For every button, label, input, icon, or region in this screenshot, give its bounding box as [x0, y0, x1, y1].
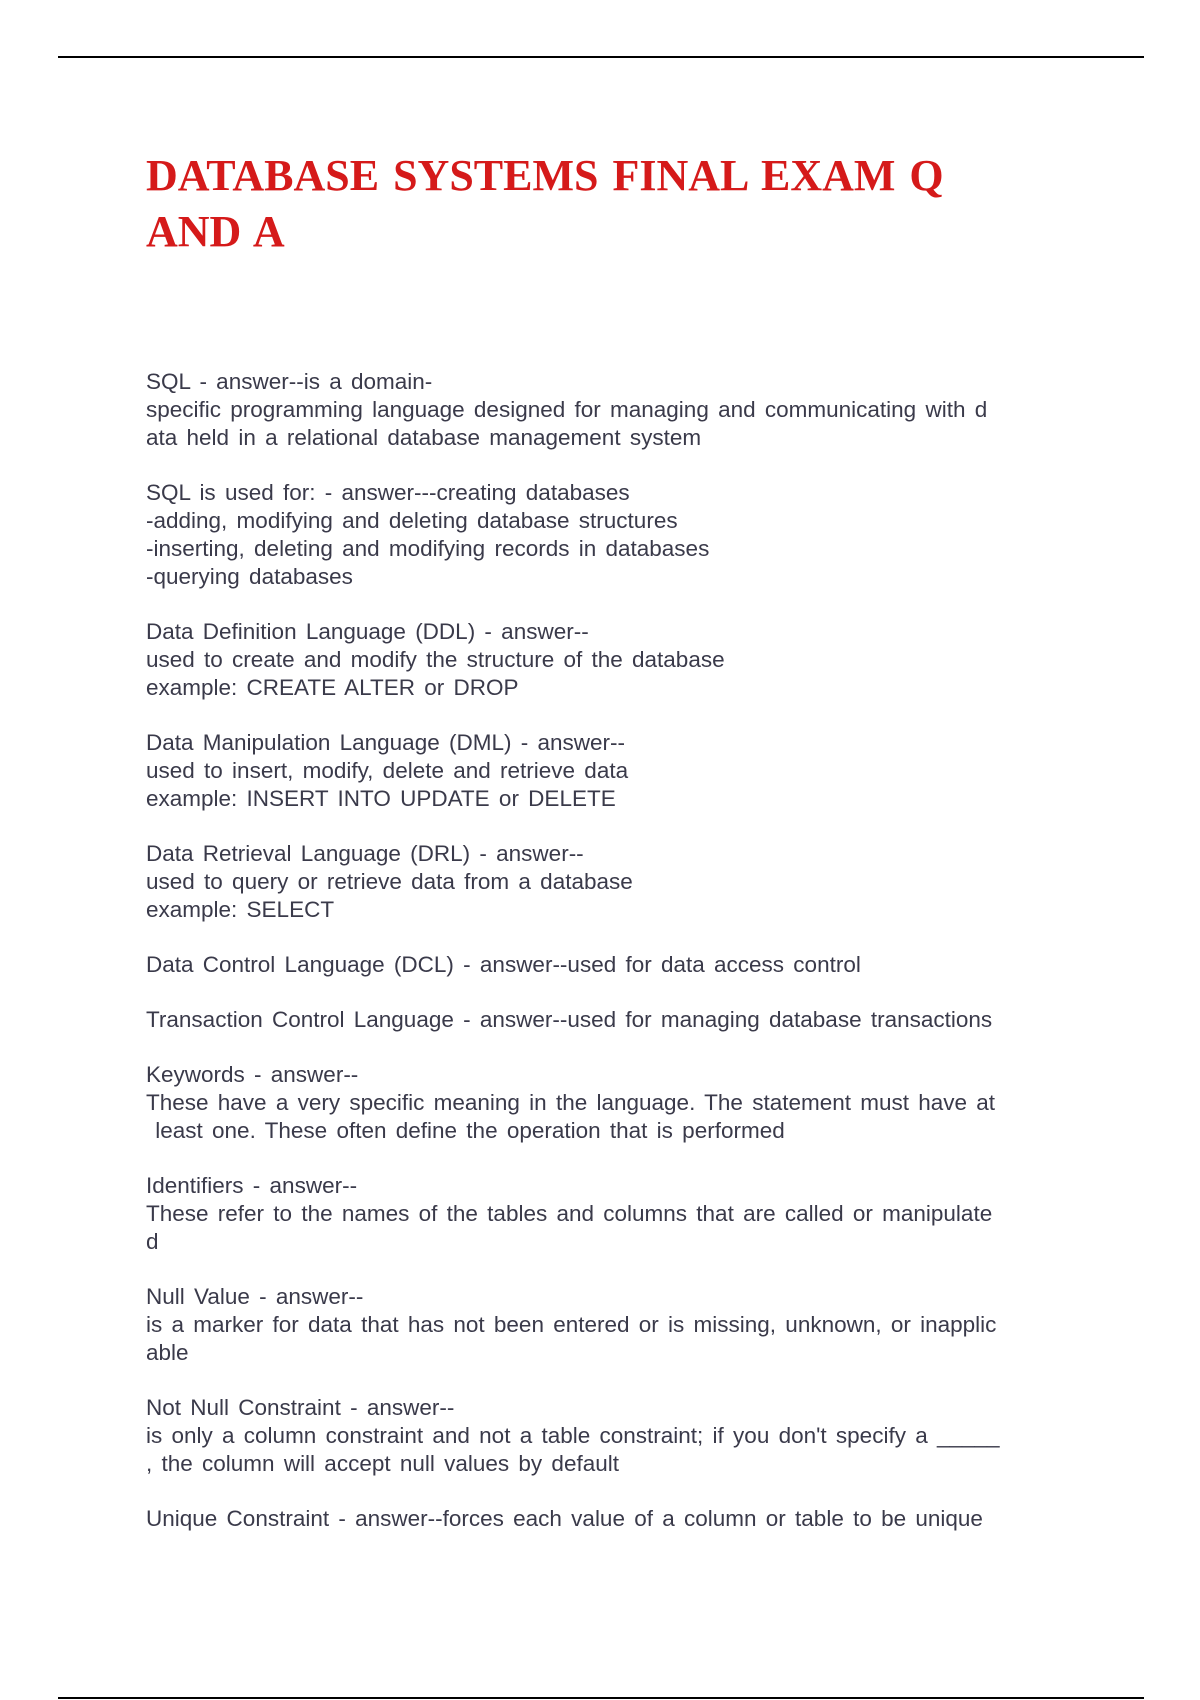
qa-item-null-value — [146, 1283, 1066, 1367]
qa-list — [146, 368, 1066, 1560]
qa-line: SQL - answer--is a domain- — [146, 369, 433, 394]
qa-item-drl — [146, 840, 1066, 924]
qa-line: d — [146, 1229, 159, 1254]
qa-line: is a marker for data that has not been entered or is missing, unknown, or inapplic — [146, 1312, 997, 1337]
qa-line: used to insert, modify, delete and retrieve data — [146, 758, 629, 783]
qa-line: Not Null Constraint - answer-- — [146, 1395, 455, 1420]
qa-line: specific programming language designed for managing and communicating with d — [146, 397, 988, 422]
qa-item-keywords — [146, 1061, 1066, 1145]
qa-item-dcl — [146, 951, 1066, 979]
qa-line: Unique Constraint - answer--forces each value of a column or table to be unique — [146, 1506, 983, 1531]
qa-line: least one. These often define the operation that is performed — [146, 1118, 785, 1143]
qa-line: able — [146, 1340, 189, 1365]
qa-item-not-null-constraint — [146, 1394, 1066, 1478]
qa-item-dml — [146, 729, 1066, 813]
qa-line: , the column will accept null values by default — [146, 1451, 619, 1476]
qa-line: -querying databases — [146, 564, 353, 589]
qa-item-sql-uses — [146, 479, 1066, 591]
qa-line: Transaction Control Language - answer--used for managing database transactions — [146, 1007, 993, 1032]
qa-line: Keywords - answer-- — [146, 1062, 359, 1087]
qa-line: Null Value - answer-- — [146, 1284, 364, 1309]
qa-line: These refer to the names of the tables and columns that are called or manipulate — [146, 1201, 993, 1226]
document-title — [146, 148, 1046, 260]
qa-line: used to create and modify the structure of the database — [146, 647, 725, 672]
top-rule — [58, 56, 1144, 58]
qa-item-unique-constraint — [146, 1505, 1066, 1533]
qa-line: is only a column constraint and not a table constraint; if you don't specify a _____ — [146, 1423, 1000, 1448]
qa-line: SQL is used for: - answer---creating databases — [146, 480, 630, 505]
qa-line: Identifiers - answer-- — [146, 1173, 358, 1198]
qa-line: example: SELECT — [146, 897, 335, 922]
qa-item-sql — [146, 368, 1066, 452]
qa-line: -adding, modifying and deleting database structures — [146, 508, 678, 533]
qa-line: These have a very specific meaning in the language. The statement must have at — [146, 1090, 996, 1115]
bottom-rule — [58, 1697, 1144, 1699]
title-line: AND A — [146, 207, 285, 256]
qa-line: example: INSERT INTO UPDATE or DELETE — [146, 786, 616, 811]
title-line: DATABASE SYSTEMS FINAL EXAM Q — [146, 151, 944, 200]
qa-line: Data Retrieval Language (DRL) - answer-- — [146, 841, 584, 866]
qa-line: ata held in a relational database management system — [146, 425, 702, 450]
qa-line: used to query or retrieve data from a database — [146, 869, 633, 894]
qa-line: Data Manipulation Language (DML) - answer-- — [146, 730, 625, 755]
qa-line: -inserting, deleting and modifying records in databases — [146, 536, 710, 561]
qa-line: Data Control Language (DCL) - answer--used for data access control — [146, 952, 861, 977]
qa-item-identifiers — [146, 1172, 1066, 1256]
qa-line: example: CREATE ALTER or DROP — [146, 675, 519, 700]
qa-line: Data Definition Language (DDL) - answer-- — [146, 619, 589, 644]
qa-item-tcl — [146, 1006, 1066, 1034]
qa-item-ddl — [146, 618, 1066, 702]
